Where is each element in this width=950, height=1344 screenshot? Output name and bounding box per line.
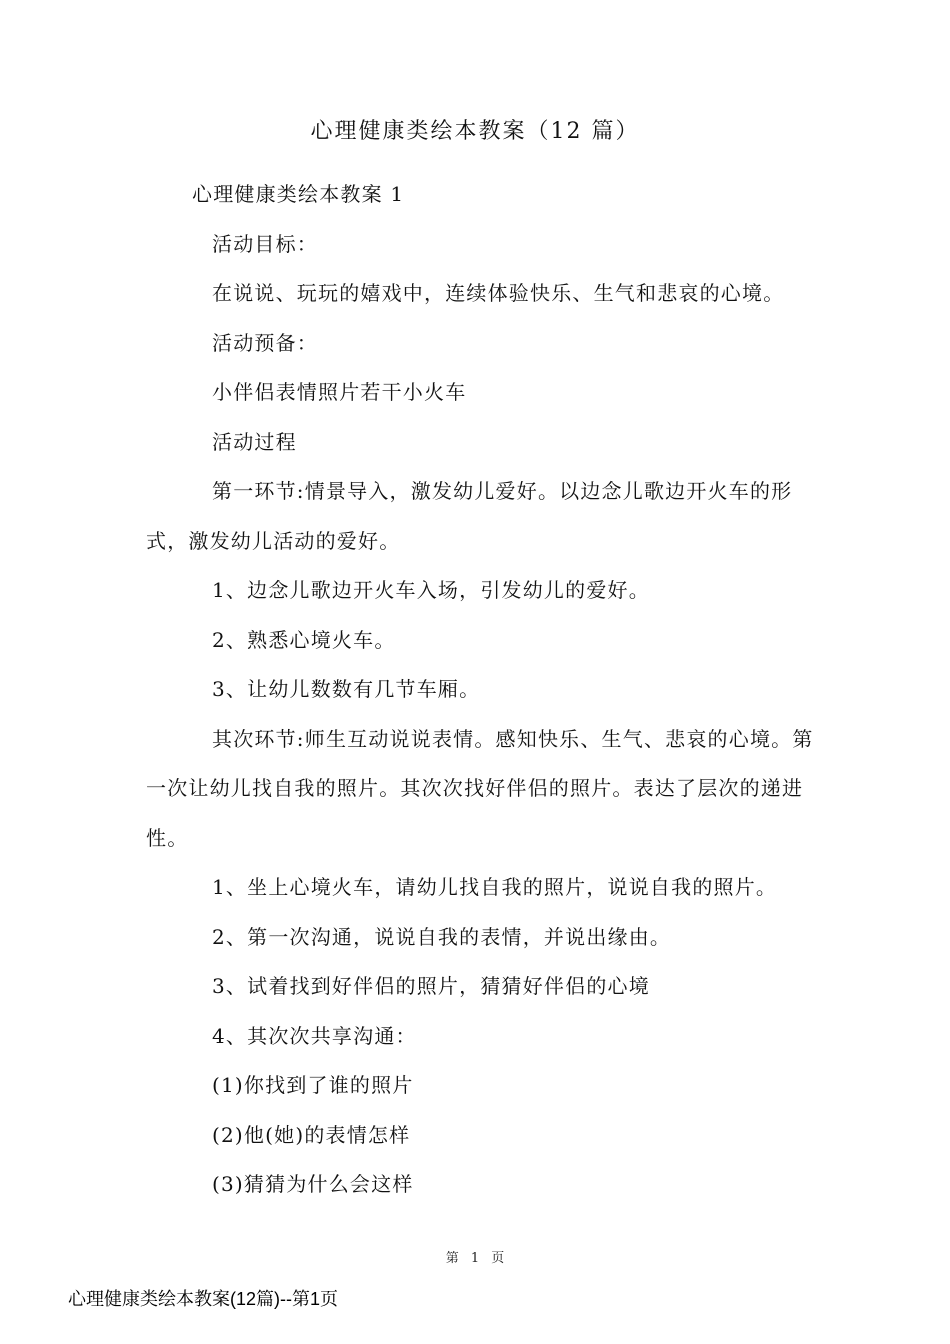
paragraph: 活动预备： [212,330,318,355]
section-heading: 心理健康类绘本教案 1 [192,182,405,206]
paragraph: 在说说、玩玩的嬉戏中，连续体验快乐、生气和悲哀的心境。 [212,281,785,305]
paragraph: (1)你找到了谁的照片 [212,1073,414,1097]
paragraph: 小伴侣表情照片若干小火车 [212,380,467,404]
paragraph: 2、熟悉心境火车。 [212,627,396,652]
paragraph: (2)他(她)的表情怎样 [212,1122,411,1147]
page-suffix: 页 [491,1251,505,1266]
paragraph: 4、其次次共享沟通： [212,1023,417,1048]
paragraph: 2、第一次沟通，说说自我的表情，并说出缘由。 [212,924,672,949]
paragraph: 活动目标： [212,231,318,256]
paragraph: 3、试着找到好伴侣的照片，猜猜好伴侣的心境 [212,974,650,998]
paragraph: 第一环节:情景导入，激发幼儿爱好。以边念儿歌边开火车的形式，激发幼儿活动的爱好。 [146,479,793,553]
document-body [146,170,816,1210]
paragraph: 其次环节:师生互动说说表情。感知快乐、生气、悲哀的心境。第一次让幼儿找自我的照片。其次次找好伴侣的照片。表达了层次的递进性。 [146,726,814,850]
page-prefix: 第 [445,1251,459,1266]
page-number [0,1250,950,1268]
paragraph: 1、坐上心境火车，请幼儿找自我的照片，说说自我的照片。 [212,875,778,899]
paragraph: 3、让幼儿数数有几节车厢。 [212,677,481,701]
paragraph: 活动过程 [212,429,297,454]
paragraph: 1、边念儿歌边开火车入场，引发幼儿的爱好。 [212,578,650,602]
page-number-value: 1 [470,1251,480,1266]
document-footer-label: 心理健康类绘本教案(12篇)--第1页 [68,1289,339,1309]
paragraph: (3)猜猜为什么会这样 [212,1172,414,1196]
document-title: 心理健康类绘本教案（12 篇） [310,119,640,144]
